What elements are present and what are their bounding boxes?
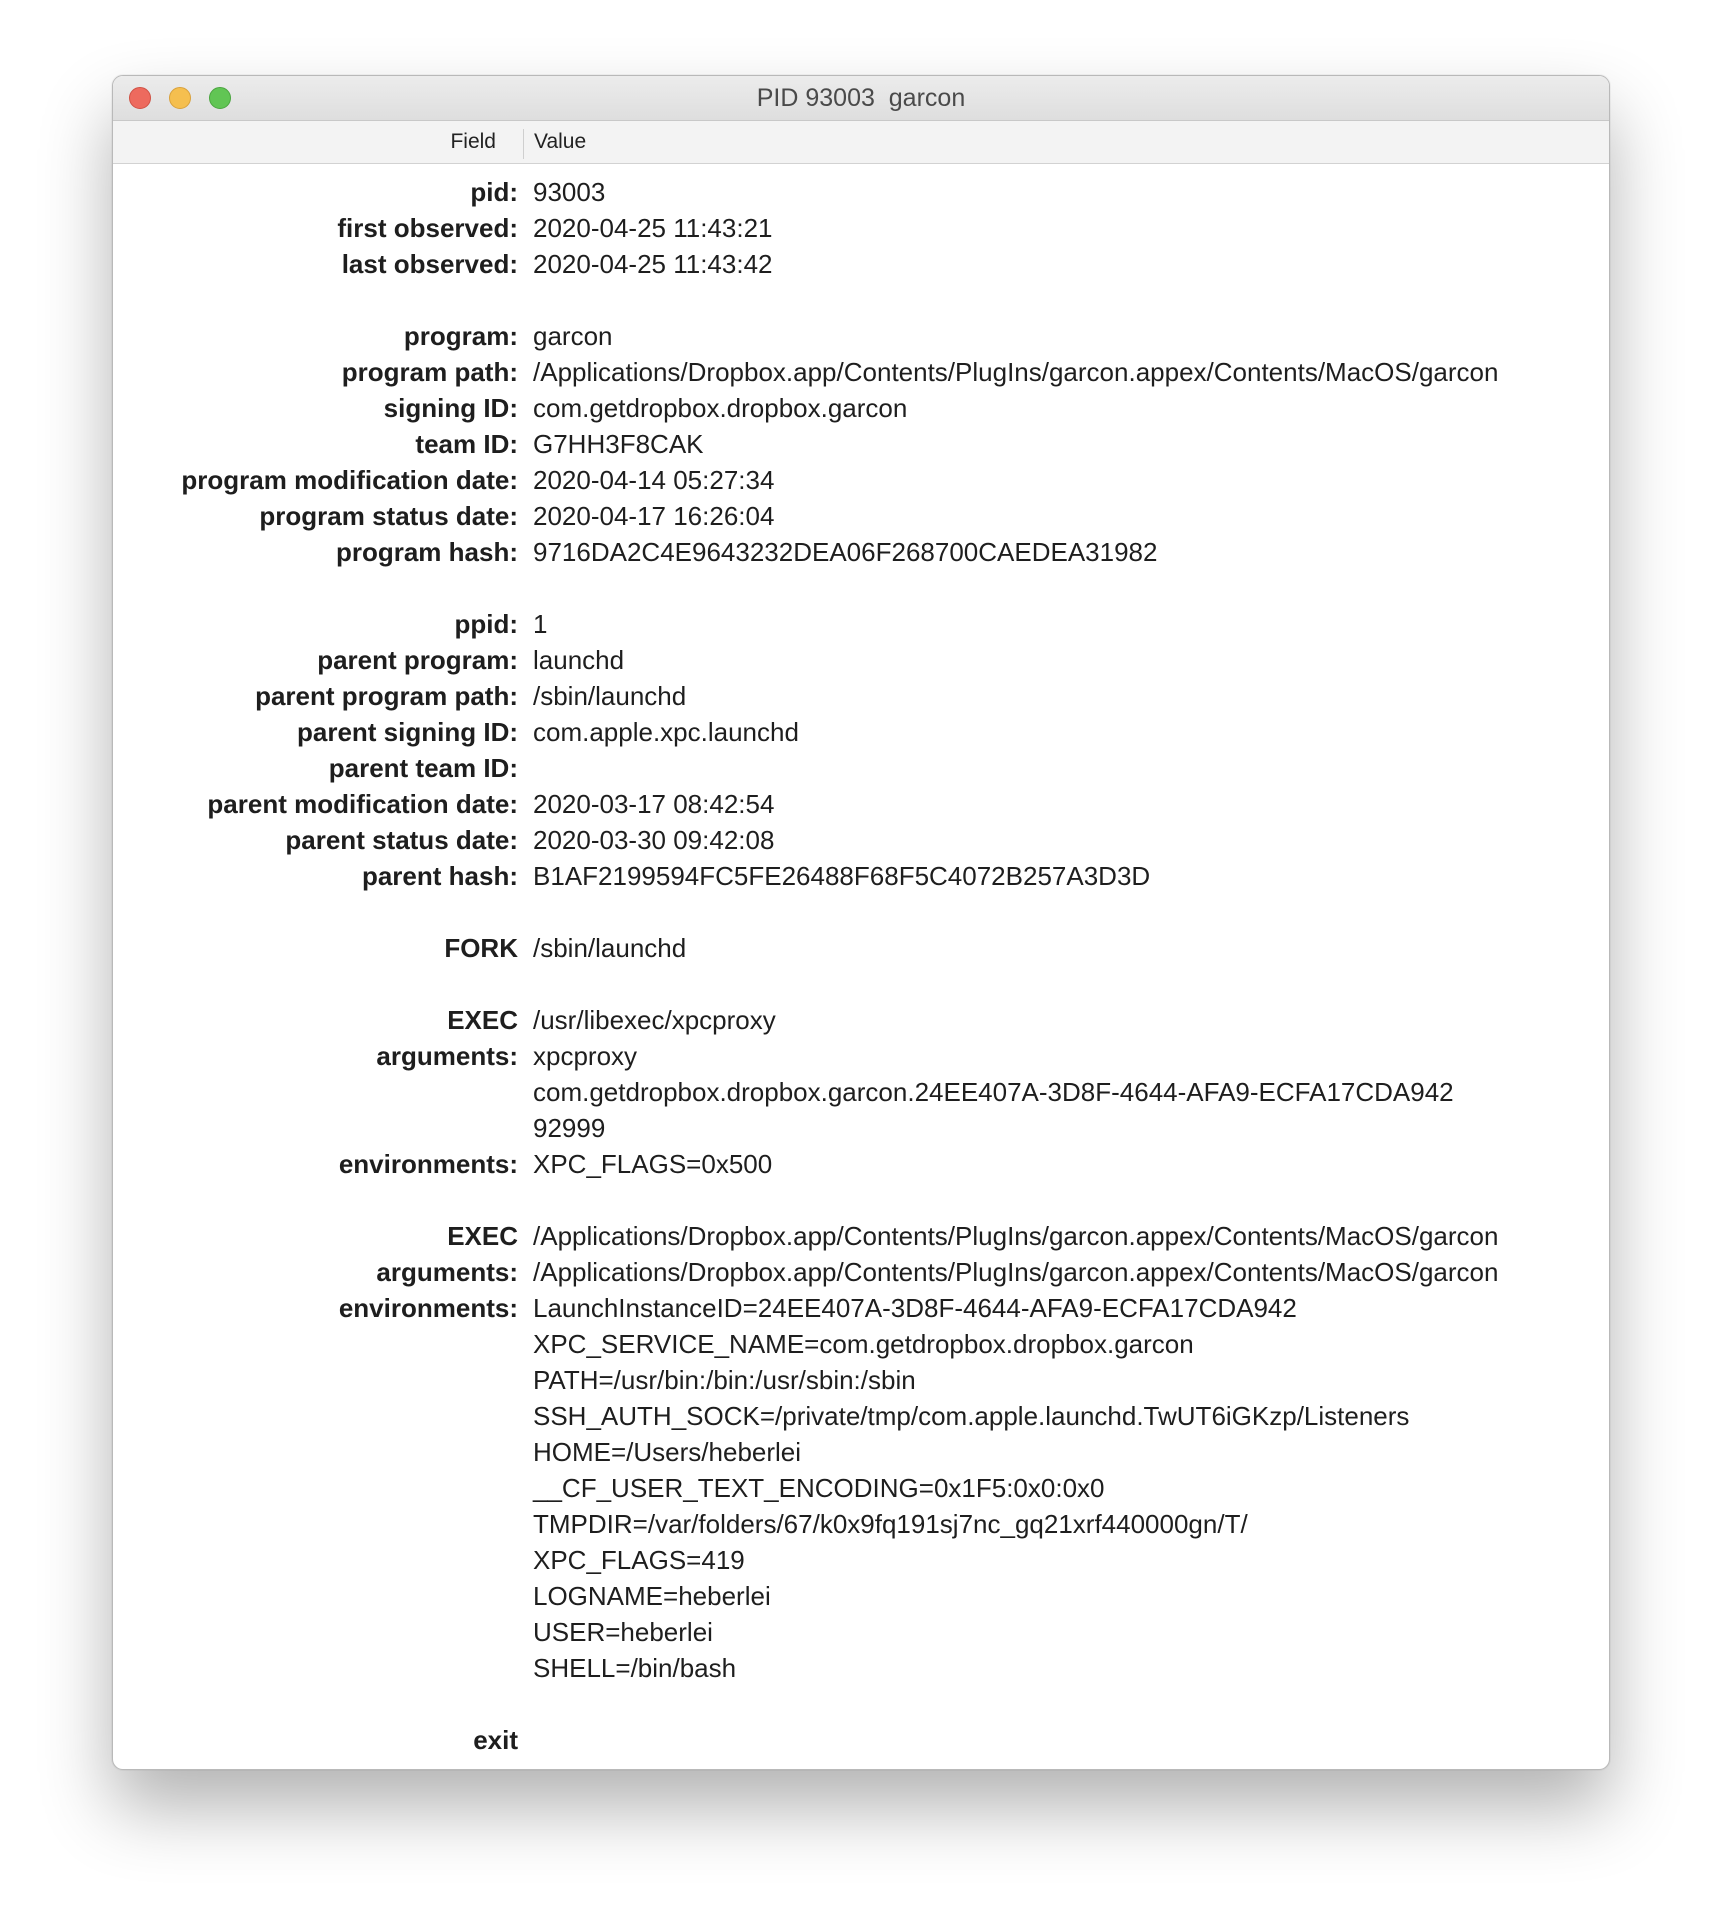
field-value: USER=heberlei xyxy=(533,1617,713,1647)
table-row[interactable] xyxy=(113,750,1609,786)
table-row[interactable] xyxy=(113,498,1609,534)
table-row[interactable] xyxy=(113,858,1609,894)
table-row[interactable] xyxy=(113,174,1609,210)
field-label: program hash: xyxy=(335,537,518,567)
table-row[interactable] xyxy=(113,282,1609,318)
field-label: parent team ID: xyxy=(328,753,518,783)
table-row[interactable] xyxy=(113,1074,1609,1110)
field-value: __CF_USER_TEXT_ENCODING=0x1F5:0x0:0x0 xyxy=(533,1473,1105,1503)
table-row[interactable] xyxy=(113,678,1609,714)
table-header xyxy=(113,121,1609,164)
field-value: 92999 xyxy=(533,1113,606,1143)
field-value: /sbin/launchd xyxy=(533,933,687,963)
table-row[interactable] xyxy=(113,822,1609,858)
field-value: B1AF2199594FC5FE26488F68F5C4072B257A3D3D xyxy=(533,861,1151,891)
field-value: launchd xyxy=(533,645,625,675)
table-row[interactable] xyxy=(113,786,1609,822)
table-row[interactable] xyxy=(113,1182,1609,1218)
table-row[interactable] xyxy=(113,1722,1609,1758)
field-label: parent signing ID: xyxy=(297,717,518,747)
field-label: signing ID: xyxy=(383,393,518,423)
field-value: 2020-04-25 11:43:21 xyxy=(533,213,773,243)
field-value: com.getdropbox.dropbox.garcon.24EE407A-3D8F-4644-AFA9-ECFA17CDA942 xyxy=(533,1077,1454,1107)
field-label: pid: xyxy=(470,177,518,207)
window-title: PID 93003 garcon xyxy=(756,84,966,112)
table-row[interactable] xyxy=(113,534,1609,570)
table-row[interactable] xyxy=(113,426,1609,462)
field-value-table xyxy=(113,174,1609,1758)
column-divider[interactable] xyxy=(523,129,524,159)
title-bar[interactable] xyxy=(113,76,1609,121)
table-row[interactable] xyxy=(113,1542,1609,1578)
table-row[interactable] xyxy=(113,1038,1609,1074)
field-label: program path: xyxy=(341,357,518,387)
field-value: 2020-04-17 16:26:04 xyxy=(533,501,775,531)
table-row[interactable] xyxy=(113,390,1609,426)
field-value: /Applications/Dropbox.app/Contents/PlugIns/garcon.appex/Contents/MacOS/garcon xyxy=(533,357,1499,387)
field-value: 2020-03-30 09:42:08 xyxy=(533,825,775,855)
field-value: PATH=/usr/bin:/bin:/usr/sbin:/sbin xyxy=(533,1365,916,1395)
table-row[interactable] xyxy=(113,894,1609,930)
field-value: com.getdropbox.dropbox.garcon xyxy=(533,393,908,423)
column-header-field[interactable]: Field xyxy=(450,130,496,153)
field-label: exit xyxy=(473,1725,518,1755)
field-value: G7HH3F8CAK xyxy=(533,429,704,459)
table-row[interactable] xyxy=(113,1506,1609,1542)
table-row[interactable] xyxy=(113,714,1609,750)
table-row[interactable] xyxy=(113,570,1609,606)
table-row[interactable] xyxy=(113,1110,1609,1146)
field-value: SHELL=/bin/bash xyxy=(533,1653,737,1683)
field-value: garcon xyxy=(533,321,613,351)
field-value: /Applications/Dropbox.app/Contents/PlugIns/garcon.appex/Contents/MacOS/garcon xyxy=(533,1257,1499,1287)
field-value: com.apple.xpc.launchd xyxy=(533,717,799,747)
table-row[interactable] xyxy=(113,1002,1609,1038)
field-value: xpcproxy xyxy=(533,1041,638,1071)
field-label: program status date: xyxy=(259,501,518,531)
field-value: LOGNAME=heberlei xyxy=(533,1581,771,1611)
field-label: environments: xyxy=(338,1149,518,1179)
field-label: parent hash: xyxy=(361,861,518,891)
table-row[interactable] xyxy=(113,1686,1609,1722)
field-value: TMPDIR=/var/folders/67/k0x9fq191sj7nc_gq21xrf440000gn/T/ xyxy=(533,1509,1248,1539)
field-label: parent program: xyxy=(317,645,518,675)
field-value: 1 xyxy=(533,609,548,639)
table-row[interactable] xyxy=(113,1578,1609,1614)
field-label: parent status date: xyxy=(285,825,518,855)
table-row[interactable] xyxy=(113,930,1609,966)
table-row[interactable] xyxy=(113,966,1609,1002)
field-value: HOME=/Users/heberlei xyxy=(533,1437,802,1467)
field-label: FORK xyxy=(444,933,518,963)
field-label: first observed: xyxy=(337,213,518,243)
field-value: LaunchInstanceID=24EE407A-3D8F-4644-AFA9-ECFA17CDA942 xyxy=(533,1293,1297,1323)
field-label: arguments: xyxy=(376,1041,518,1071)
field-label: ppid: xyxy=(454,609,518,639)
field-value: 2020-04-14 05:27:34 xyxy=(533,465,775,495)
field-value: XPC_FLAGS=0x500 xyxy=(533,1149,773,1179)
field-value: XPC_SERVICE_NAME=com.getdropbox.dropbox.garcon xyxy=(533,1329,1194,1359)
table-row[interactable] xyxy=(113,318,1609,354)
table-row[interactable] xyxy=(113,1326,1609,1362)
field-value: 2020-03-17 08:42:54 xyxy=(533,789,775,819)
field-label: last observed: xyxy=(341,249,518,279)
field-label: EXEC xyxy=(447,1221,518,1251)
field-label: team ID: xyxy=(415,429,518,459)
field-value: /usr/libexec/xpcproxy xyxy=(533,1005,776,1035)
field-label: program modification date: xyxy=(181,465,518,495)
table-row[interactable] xyxy=(113,1290,1609,1326)
table-row[interactable] xyxy=(113,462,1609,498)
table-row[interactable] xyxy=(113,1434,1609,1470)
field-value: /Applications/Dropbox.app/Contents/PlugIns/garcon.appex/Contents/MacOS/garcon xyxy=(533,1221,1499,1251)
field-label: EXEC xyxy=(447,1005,518,1035)
field-value: SSH_AUTH_SOCK=/private/tmp/com.apple.launchd.TwUT6iGKzp/Listeners xyxy=(533,1401,1410,1431)
table-row[interactable] xyxy=(113,1218,1609,1254)
table-row[interactable] xyxy=(113,642,1609,678)
table-row[interactable] xyxy=(113,606,1609,642)
table-row[interactable] xyxy=(113,354,1609,390)
field-label: program: xyxy=(403,321,518,351)
table-row[interactable] xyxy=(113,1254,1609,1290)
field-value: XPC_FLAGS=419 xyxy=(533,1545,745,1575)
process-detail-window xyxy=(112,75,1610,1770)
table-row[interactable] xyxy=(113,246,1609,282)
table-row[interactable] xyxy=(113,210,1609,246)
field-label: environments: xyxy=(338,1293,518,1323)
field-value: 9716DA2C4E9643232DEA06F268700CAEDEA31982 xyxy=(533,537,1158,567)
table-row[interactable] xyxy=(113,1470,1609,1506)
column-header-value[interactable]: Value xyxy=(534,130,587,153)
field-label: parent program path: xyxy=(255,681,518,711)
field-label: parent modification date: xyxy=(207,789,518,819)
table-row[interactable] xyxy=(113,1650,1609,1686)
table-row[interactable] xyxy=(113,1398,1609,1434)
field-value: /sbin/launchd xyxy=(533,681,687,711)
field-value: 93003 xyxy=(533,177,606,207)
table-row[interactable] xyxy=(113,1362,1609,1398)
field-value: 2020-04-25 11:43:42 xyxy=(533,249,773,279)
table-row[interactable] xyxy=(113,1614,1609,1650)
field-label: arguments: xyxy=(376,1257,518,1287)
table-row[interactable] xyxy=(113,1146,1609,1182)
